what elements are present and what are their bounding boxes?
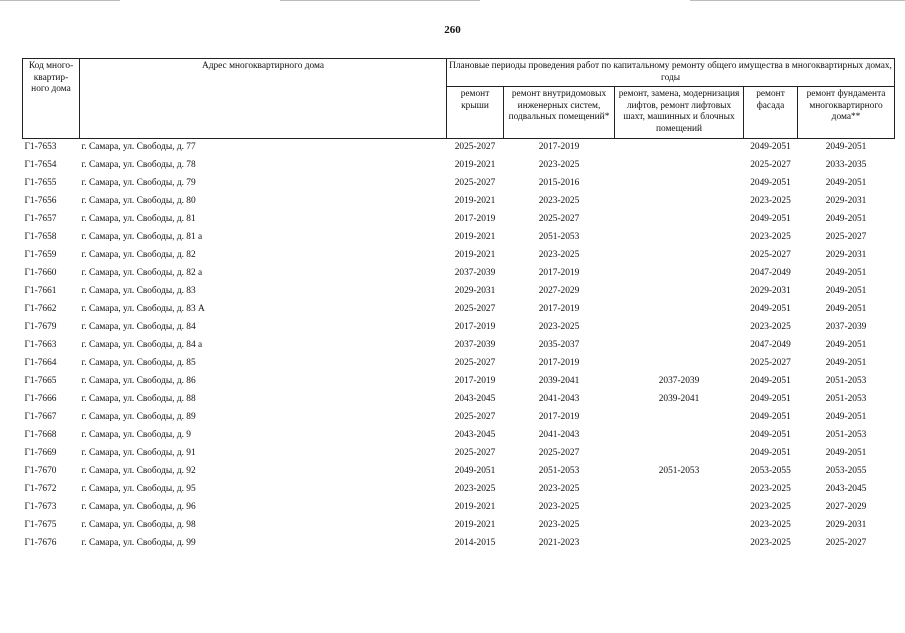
header-code: Код много-квартир-ного дома: [23, 59, 80, 139]
cell-facade: 2023-2025: [750, 483, 791, 494]
cell-foundation: 2029-2031: [825, 249, 867, 260]
cell-facade: 2025-2027: [750, 159, 791, 170]
cell-facade: 2049-2051: [750, 447, 791, 458]
cell-code: Г1-7666: [24, 393, 57, 404]
cell-elevators: [615, 445, 744, 463]
cell-foundation: 2049-2051: [825, 177, 867, 188]
cell-foundation: 2025-2027: [825, 231, 867, 242]
table-body: [23, 138, 895, 553]
cell-code: Г1-7656: [24, 195, 57, 206]
cell-facade: 2049-2051: [750, 141, 791, 152]
cell-roof: 2014-2015: [454, 537, 496, 548]
cell-code: Г1-7657: [24, 213, 57, 224]
cell-address: г. Самара, ул. Свободы, д. 82 а: [81, 267, 203, 278]
table-row: [23, 301, 895, 319]
cell-roof: 2025-2027: [454, 357, 496, 368]
capital-repair-table: [22, 58, 895, 553]
cell-code: Г1-7660: [24, 267, 57, 278]
cell-engineering: 2051-2053: [538, 465, 580, 476]
cell-address: г. Самара, ул. Свободы, д. 81 а: [81, 231, 203, 242]
cell-address: г. Самара, ул. Свободы, д. 91: [81, 447, 196, 458]
cell-engineering: 2025-2027: [538, 213, 580, 224]
cell-foundation: 2051-2053: [825, 429, 867, 440]
cell-facade: 2025-2027: [750, 249, 791, 260]
cell-address: г. Самара, ул. Свободы, д. 9: [81, 429, 191, 440]
cell-engineering: 2017-2019: [538, 267, 580, 278]
cell-code: Г1-7653: [24, 141, 57, 152]
cell-elevators: [615, 427, 744, 445]
cell-foundation: 2025-2027: [825, 537, 867, 548]
cell-elevators: [615, 481, 744, 499]
cell-foundation: 2029-2031: [825, 195, 867, 206]
cell-elevators: [615, 355, 744, 373]
header-roof: ремонт крыши: [447, 87, 504, 138]
table-row: [23, 427, 895, 445]
cell-elevators: [615, 499, 744, 517]
cell-engineering: 2025-2027: [538, 447, 580, 458]
cell-code: Г1-7658: [24, 231, 57, 242]
cell-code: Г1-7655: [24, 177, 57, 188]
cell-code: Г1-7675: [24, 519, 57, 530]
cell-elevators: [615, 517, 744, 535]
table-row: [23, 535, 895, 553]
cell-engineering: 2041-2043: [538, 429, 580, 440]
cell-facade: 2049-2051: [750, 393, 791, 404]
table-row: [23, 481, 895, 499]
cell-elevators: 2051-2053: [658, 465, 700, 476]
cell-code: Г1-7669: [24, 447, 57, 458]
cell-roof: 2025-2027: [454, 411, 496, 422]
header-engineering: ремонт внутридомовых инженерных систем, подвальных помещений*: [504, 87, 615, 138]
cell-facade: 2023-2025: [750, 537, 791, 548]
top-scan-line-left: [0, 0, 120, 1]
cell-facade: 2025-2027: [750, 357, 791, 368]
top-scan-line-mid: [280, 0, 480, 1]
cell-elevators: 2037-2039: [658, 375, 700, 386]
table-row: [23, 193, 895, 211]
table-row: [23, 373, 895, 391]
cell-code: Г1-7679: [24, 321, 57, 332]
cell-code: Г1-7672: [24, 483, 57, 494]
cell-facade: 2023-2025: [750, 321, 791, 332]
cell-facade: 2053-2055: [750, 465, 791, 476]
header-address: Адрес многоквартирного дома: [80, 59, 447, 139]
cell-code: Г1-7676: [24, 537, 57, 548]
cell-address: г. Самара, ул. Свободы, д. 81: [81, 213, 196, 224]
cell-engineering: 2041-2043: [538, 393, 580, 404]
cell-elevators: [615, 265, 744, 283]
cell-address: г. Самара, ул. Свободы, д. 83 А: [81, 303, 205, 314]
cell-roof: 2029-2031: [454, 285, 496, 296]
table-row: [23, 138, 895, 157]
cell-code: Г1-7662: [24, 303, 57, 314]
cell-address: г. Самара, ул. Свободы, д. 95: [81, 483, 196, 494]
cell-code: Г1-7661: [24, 285, 57, 296]
cell-address: г. Самара, ул. Свободы, д. 79: [81, 177, 196, 188]
cell-elevators: [615, 247, 744, 265]
cell-address: г. Самара, ул. Свободы, д. 78: [81, 159, 196, 170]
cell-code: Г1-7673: [24, 501, 57, 512]
header-planned-periods: Плановые периоды проведения работ по капитальному ремонту общего имущества в многоквартирных домах, годы: [447, 59, 895, 87]
cell-elevators: [615, 409, 744, 427]
table-row: [23, 445, 895, 463]
cell-roof: 2025-2027: [454, 447, 496, 458]
header-elevators: ремонт, замена, модернизация лифтов, ремонт лифтовых шахт, машинных и блочных помещений: [615, 87, 744, 138]
cell-address: г. Самара, ул. Свободы, д. 96: [81, 501, 196, 512]
table-row: [23, 391, 895, 409]
cell-foundation: 2051-2053: [825, 375, 867, 386]
cell-facade: 2049-2051: [750, 303, 791, 314]
cell-engineering: 2039-2041: [538, 375, 580, 386]
cell-foundation: 2029-2031: [825, 519, 867, 530]
cell-roof: 2019-2021: [454, 519, 496, 530]
cell-engineering: 2027-2029: [538, 285, 580, 296]
cell-address: г. Самара, ул. Свободы, д. 85: [81, 357, 196, 368]
cell-address: г. Самара, ул. Свободы, д. 84 а: [81, 339, 203, 350]
cell-facade: 2049-2051: [750, 177, 791, 188]
cell-foundation: 2049-2051: [825, 267, 867, 278]
table-row: [23, 247, 895, 265]
table-row: [23, 211, 895, 229]
cell-code: Г1-7667: [24, 411, 57, 422]
cell-elevators: [615, 319, 744, 337]
cell-elevators: [615, 535, 744, 553]
cell-code: Г1-7665: [24, 375, 57, 386]
cell-address: г. Самара, ул. Свободы, д. 92: [81, 465, 196, 476]
cell-address: г. Самара, ул. Свободы, д. 82: [81, 249, 196, 260]
cell-facade: 2049-2051: [750, 213, 791, 224]
cell-roof: 2017-2019: [454, 321, 496, 332]
cell-address: г. Самара, ул. Свободы, д. 98: [81, 519, 196, 530]
cell-facade: 2023-2025: [750, 519, 791, 530]
cell-roof: 2019-2021: [454, 159, 496, 170]
cell-engineering: 2023-2025: [538, 159, 580, 170]
table-row: [23, 319, 895, 337]
cell-engineering: 2035-2037: [538, 339, 580, 350]
cell-foundation: 2051-2053: [825, 393, 867, 404]
cell-engineering: 2017-2019: [538, 411, 580, 422]
cell-roof: 2023-2025: [454, 483, 496, 494]
cell-engineering: 2023-2025: [538, 249, 580, 260]
cell-roof: 2037-2039: [454, 267, 496, 278]
cell-address: г. Самара, ул. Свободы, д. 88: [81, 393, 196, 404]
table-row: [23, 337, 895, 355]
cell-foundation: 2049-2051: [825, 411, 867, 422]
cell-foundation: 2049-2051: [825, 213, 867, 224]
cell-foundation: 2033-2035: [825, 159, 867, 170]
header-row-top: [23, 59, 895, 87]
cell-foundation: 2049-2051: [825, 303, 867, 314]
page-number: 260: [444, 24, 461, 36]
cell-roof: 2019-2021: [454, 501, 496, 512]
cell-facade: 2029-2031: [750, 285, 791, 296]
cell-roof: 2025-2027: [454, 303, 496, 314]
cell-foundation: 2053-2055: [825, 465, 867, 476]
cell-foundation: 2049-2051: [825, 447, 867, 458]
cell-foundation: 2037-2039: [825, 321, 867, 332]
header-foundation: ремонт фундамента многоквартирного дома**: [798, 87, 895, 138]
cell-address: г. Самара, ул. Свободы, д. 99: [81, 537, 196, 548]
cell-code: Г1-7654: [24, 159, 57, 170]
cell-elevators: [615, 337, 744, 355]
cell-roof: 2019-2021: [454, 195, 496, 206]
cell-elevators: [615, 301, 744, 319]
table-row: [23, 229, 895, 247]
cell-roof: 2025-2027: [454, 141, 496, 152]
cell-roof: 2043-2045: [454, 429, 496, 440]
cell-foundation: 2049-2051: [825, 357, 867, 368]
cell-code: Г1-7664: [24, 357, 57, 368]
cell-address: г. Самара, ул. Свободы, д. 86: [81, 375, 196, 386]
cell-roof: 2019-2021: [454, 231, 496, 242]
table-row: [23, 157, 895, 175]
table-row: [23, 283, 895, 301]
cell-elevators: [615, 283, 744, 301]
cell-elevators: 2039-2041: [658, 393, 700, 404]
cell-elevators: [615, 229, 744, 247]
cell-address: г. Самара, ул. Свободы, д. 89: [81, 411, 196, 422]
cell-facade: 2049-2051: [750, 429, 791, 440]
cell-foundation: 2027-2029: [825, 501, 867, 512]
cell-facade: 2049-2051: [750, 375, 791, 386]
cell-foundation: 2049-2051: [825, 141, 867, 152]
cell-roof: 2037-2039: [454, 339, 496, 350]
cell-code: Г1-7663: [24, 339, 57, 350]
cell-address: г. Самара, ул. Свободы, д. 84: [81, 321, 196, 332]
table-row: [23, 355, 895, 373]
table-row: [23, 175, 895, 193]
cell-facade: 2023-2025: [750, 231, 791, 242]
table-row: [23, 517, 895, 535]
header-facade: ремонт фасада: [744, 87, 798, 138]
cell-elevators: [615, 157, 744, 175]
cell-elevators: [615, 193, 744, 211]
cell-elevators: [615, 138, 744, 157]
cell-facade: 2049-2051: [750, 411, 791, 422]
cell-roof: 2025-2027: [454, 177, 496, 188]
cell-roof: 2043-2045: [454, 393, 496, 404]
cell-engineering: 2017-2019: [538, 141, 580, 152]
top-scan-line-right: [690, 0, 905, 1]
cell-code: Г1-7659: [24, 249, 57, 260]
table-row: [23, 265, 895, 283]
cell-address: г. Самара, ул. Свободы, д. 80: [81, 195, 196, 206]
cell-engineering: 2023-2025: [538, 321, 580, 332]
cell-engineering: 2021-2023: [538, 537, 580, 548]
table-row: [23, 463, 895, 481]
cell-engineering: 2017-2019: [538, 303, 580, 314]
table-row: [23, 499, 895, 517]
cell-elevators: [615, 175, 744, 193]
cell-roof: 2049-2051: [454, 465, 496, 476]
cell-foundation: 2049-2051: [825, 285, 867, 296]
cell-foundation: 2049-2051: [825, 339, 867, 350]
cell-address: г. Самара, ул. Свободы, д. 83: [81, 285, 196, 296]
cell-engineering: 2023-2025: [538, 195, 580, 206]
cell-engineering: 2023-2025: [538, 501, 580, 512]
cell-roof: 2017-2019: [454, 375, 496, 386]
cell-foundation: 2043-2045: [825, 483, 867, 494]
cell-engineering: 2023-2025: [538, 519, 580, 530]
cell-roof: 2019-2021: [454, 249, 496, 260]
cell-code: Г1-7670: [24, 465, 57, 476]
cell-engineering: 2015-2016: [538, 177, 580, 188]
cell-facade: 2047-2049: [750, 339, 791, 350]
cell-elevators: [615, 211, 744, 229]
cell-code: Г1-7668: [24, 429, 57, 440]
cell-engineering: 2051-2053: [538, 231, 580, 242]
cell-engineering: 2017-2019: [538, 357, 580, 368]
cell-address: г. Самара, ул. Свободы, д. 77: [81, 141, 196, 152]
table-row: [23, 409, 895, 427]
cell-facade: 2023-2025: [750, 501, 791, 512]
cell-facade: 2047-2049: [750, 267, 791, 278]
cell-engineering: 2023-2025: [538, 483, 580, 494]
cell-roof: 2017-2019: [454, 213, 496, 224]
cell-facade: 2023-2025: [750, 195, 791, 206]
